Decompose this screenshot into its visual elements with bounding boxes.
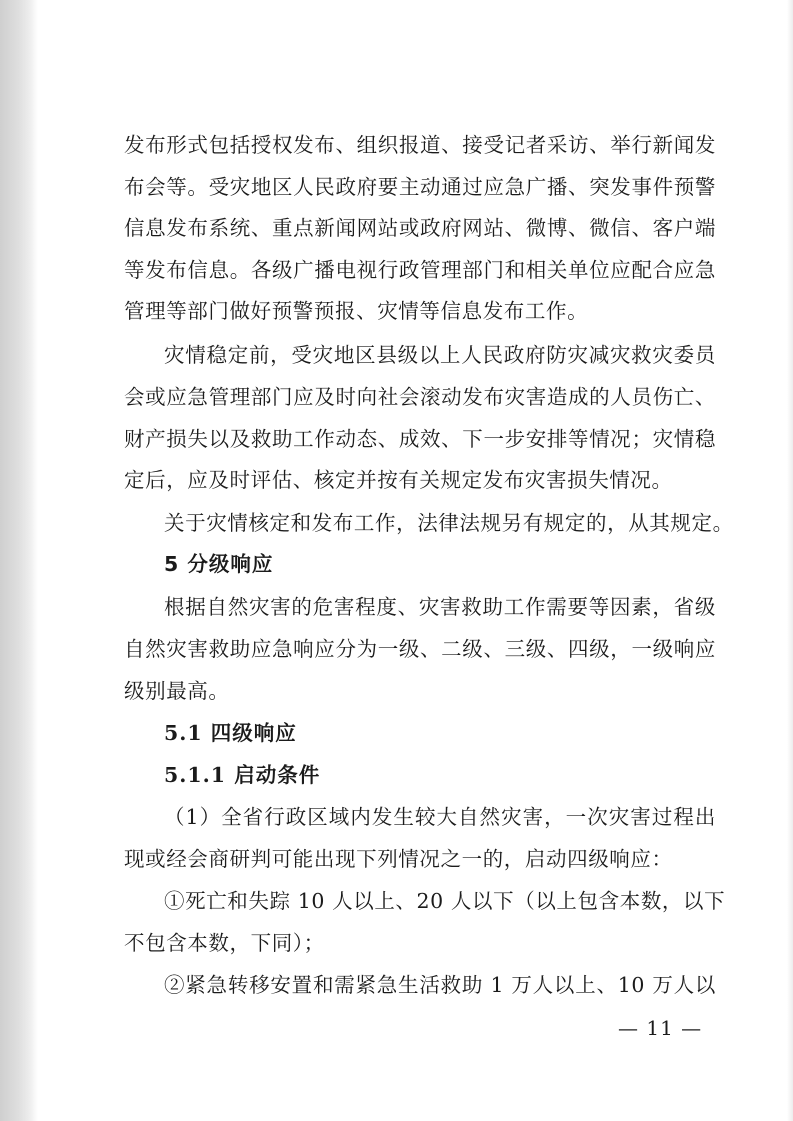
body-text-line: 布会等。受灾地区人民政府要主动通过应急广播、突发事件预警 bbox=[124, 175, 716, 199]
scan-shadow-right bbox=[787, 0, 793, 1121]
body-text-line: 不包含本数，下同）； bbox=[124, 931, 325, 955]
scan-shadow-left bbox=[0, 0, 38, 1121]
page-number: — 11 — bbox=[618, 1016, 703, 1040]
body-text-line: 会或应急管理部门应及时向社会滚动发布灾害造成的人员伤亡、 bbox=[124, 385, 716, 409]
body-text-line: 自然灾害救助应急响应分为一级、二级、三级、四级，一级响应 bbox=[124, 637, 716, 661]
body-text-line: 灾情稳定前，受灾地区县级以上人民政府防灾减灾救灾委员 bbox=[164, 343, 716, 367]
body-text-line: 管理等部门做好预警预报、灾情等信息发布工作。 bbox=[124, 299, 589, 323]
body-text-line: 定后，应及时评估、核定并按有关规定发布灾害损失情况。 bbox=[124, 468, 673, 492]
body-text-line: 根据自然灾害的危害程度、灾害救助工作需要等因素，省级 bbox=[164, 595, 716, 619]
section-heading: 5 分级响应 bbox=[164, 552, 274, 576]
body-text-line: ②紧急转移安置和需紧急生活救助 1 万人以上、10 万人以 bbox=[164, 973, 716, 997]
body-text-line: 关于灾情核定和发布工作，法律法规另有规定的，从其规定。 bbox=[164, 511, 734, 535]
body-text-line: 等发布信息。各级广播电视行政管理部门和相关单位应配合应急 bbox=[124, 258, 716, 282]
body-text-line: 级别最高。 bbox=[124, 679, 230, 703]
body-text-line: 发布形式包括授权发布、组织报道、接受记者采访、举行新闻发 bbox=[124, 133, 716, 157]
body-text-line: 信息发布系统、重点新闻网站或政府网站、微博、微信、客户端 bbox=[124, 216, 716, 240]
body-text-line: 现或经会商研判可能出现下列情况之一的，启动四级响应： bbox=[124, 847, 673, 871]
body-text-line: （1）全省行政区域内发生较大自然灾害，一次灾害过程出 bbox=[164, 805, 716, 829]
subsection-heading: 5.1.1 启动条件 bbox=[164, 763, 321, 787]
body-text-line: 财产损失以及救助工作动态、成效、下一步安排等情况；灾情稳 bbox=[124, 427, 716, 451]
subsection-heading: 5.1 四级响应 bbox=[164, 721, 297, 745]
body-text-line: ①死亡和失踪 10 人以上、20 人以下（以上包含本数，以下 bbox=[164, 889, 726, 913]
